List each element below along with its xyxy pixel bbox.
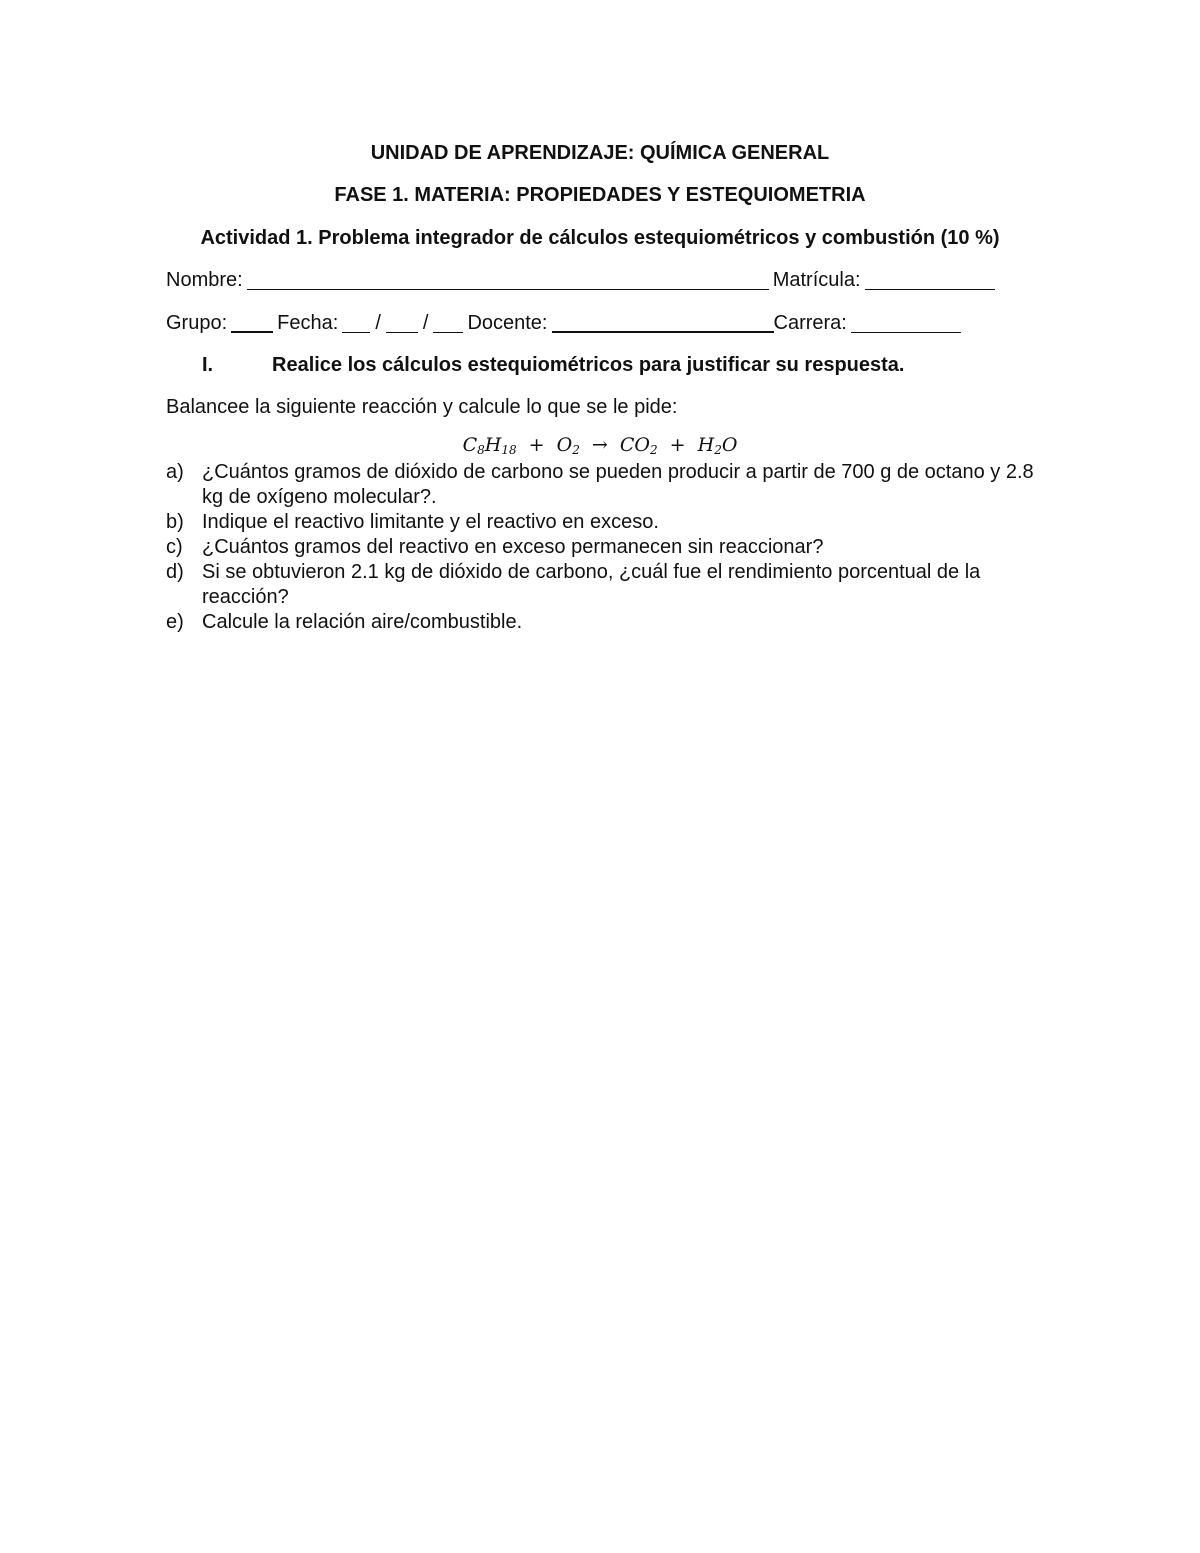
question-letter: c)	[166, 536, 183, 558]
fecha-month-field[interactable]	[386, 314, 418, 333]
grupo-field[interactable]	[231, 313, 273, 333]
octane-formula: $C_8H_{18}$	[462, 434, 517, 457]
question-text: Calcule la relación aire/combustible.	[202, 611, 523, 633]
oxygen-formula: $O_2$	[556, 434, 580, 457]
docente-field[interactable]	[552, 313, 774, 333]
question-item	[166, 610, 1036, 635]
unit-title: UNIDAD DE APRENDIZAJE: QUÍMICA GENERAL	[370, 142, 830, 164]
question-list	[166, 460, 1036, 635]
grupo-label: Grupo:	[166, 312, 228, 334]
question-text: ¿Cuántos gramos de dióxido de carbono se pueden producir a partir de 700 g de octano y 2.8 kg de oxígeno molecular?.	[202, 461, 1034, 508]
question-text: Si se obtuvieron 2.1 kg de dióxido de carbono, ¿cuál fue el rendimiento porcentual de la reacción?	[202, 561, 981, 608]
matricula-field[interactable]	[865, 271, 995, 290]
plus-sign: +	[528, 434, 545, 456]
instructions-text: Balancee la siguiente reacción y calcule lo que se le pide:	[166, 396, 678, 418]
water-formula: $H_2O$	[697, 434, 738, 457]
docente-label: Docente:	[467, 312, 548, 334]
question-item	[166, 460, 1036, 510]
chemical-equation	[0, 433, 1200, 462]
question-text: Indique el reactivo limitante y el reactivo en exceso.	[202, 511, 659, 533]
question-letter: a)	[166, 461, 184, 483]
reaction-arrow: →	[591, 434, 608, 456]
question-letter: e)	[166, 611, 184, 633]
section-title: Realice los cálculos estequiométricos para justificar su respuesta.	[272, 354, 905, 376]
nombre-field[interactable]	[247, 271, 769, 290]
question-letter: d)	[166, 561, 184, 583]
section-heading	[166, 353, 904, 377]
matricula-label: Matrícula:	[772, 269, 861, 291]
question-item	[166, 535, 1036, 560]
fecha-year-field[interactable]	[433, 314, 463, 333]
question-item	[166, 560, 1036, 610]
carrera-field[interactable]	[851, 314, 961, 333]
nombre-label: Nombre:	[166, 269, 243, 291]
question-letter: b)	[166, 511, 184, 533]
date-separator: /	[375, 312, 381, 334]
question-item	[166, 510, 1036, 535]
carbon-dioxide-formula: $CO_2$	[619, 434, 658, 457]
question-text: ¿Cuántos gramos del reactivo en exceso permanecen sin reaccionar?	[202, 536, 824, 558]
section-numeral: I.	[202, 354, 214, 376]
plus-sign: +	[669, 434, 686, 456]
fecha-label: Fecha:	[277, 312, 339, 334]
fecha-day-field[interactable]	[342, 314, 370, 333]
date-separator: /	[422, 312, 429, 334]
phase-title: FASE 1. MATERIA: PROPIEDADES Y ESTEQUIOMETRIA	[334, 184, 866, 206]
activity-title: Actividad 1. Problema integrador de cálculos estequiométricos y combustión (10 %)	[200, 227, 1000, 249]
carrera-label: Carrera:	[773, 312, 847, 334]
group-row	[166, 311, 965, 335]
name-row	[166, 268, 999, 292]
